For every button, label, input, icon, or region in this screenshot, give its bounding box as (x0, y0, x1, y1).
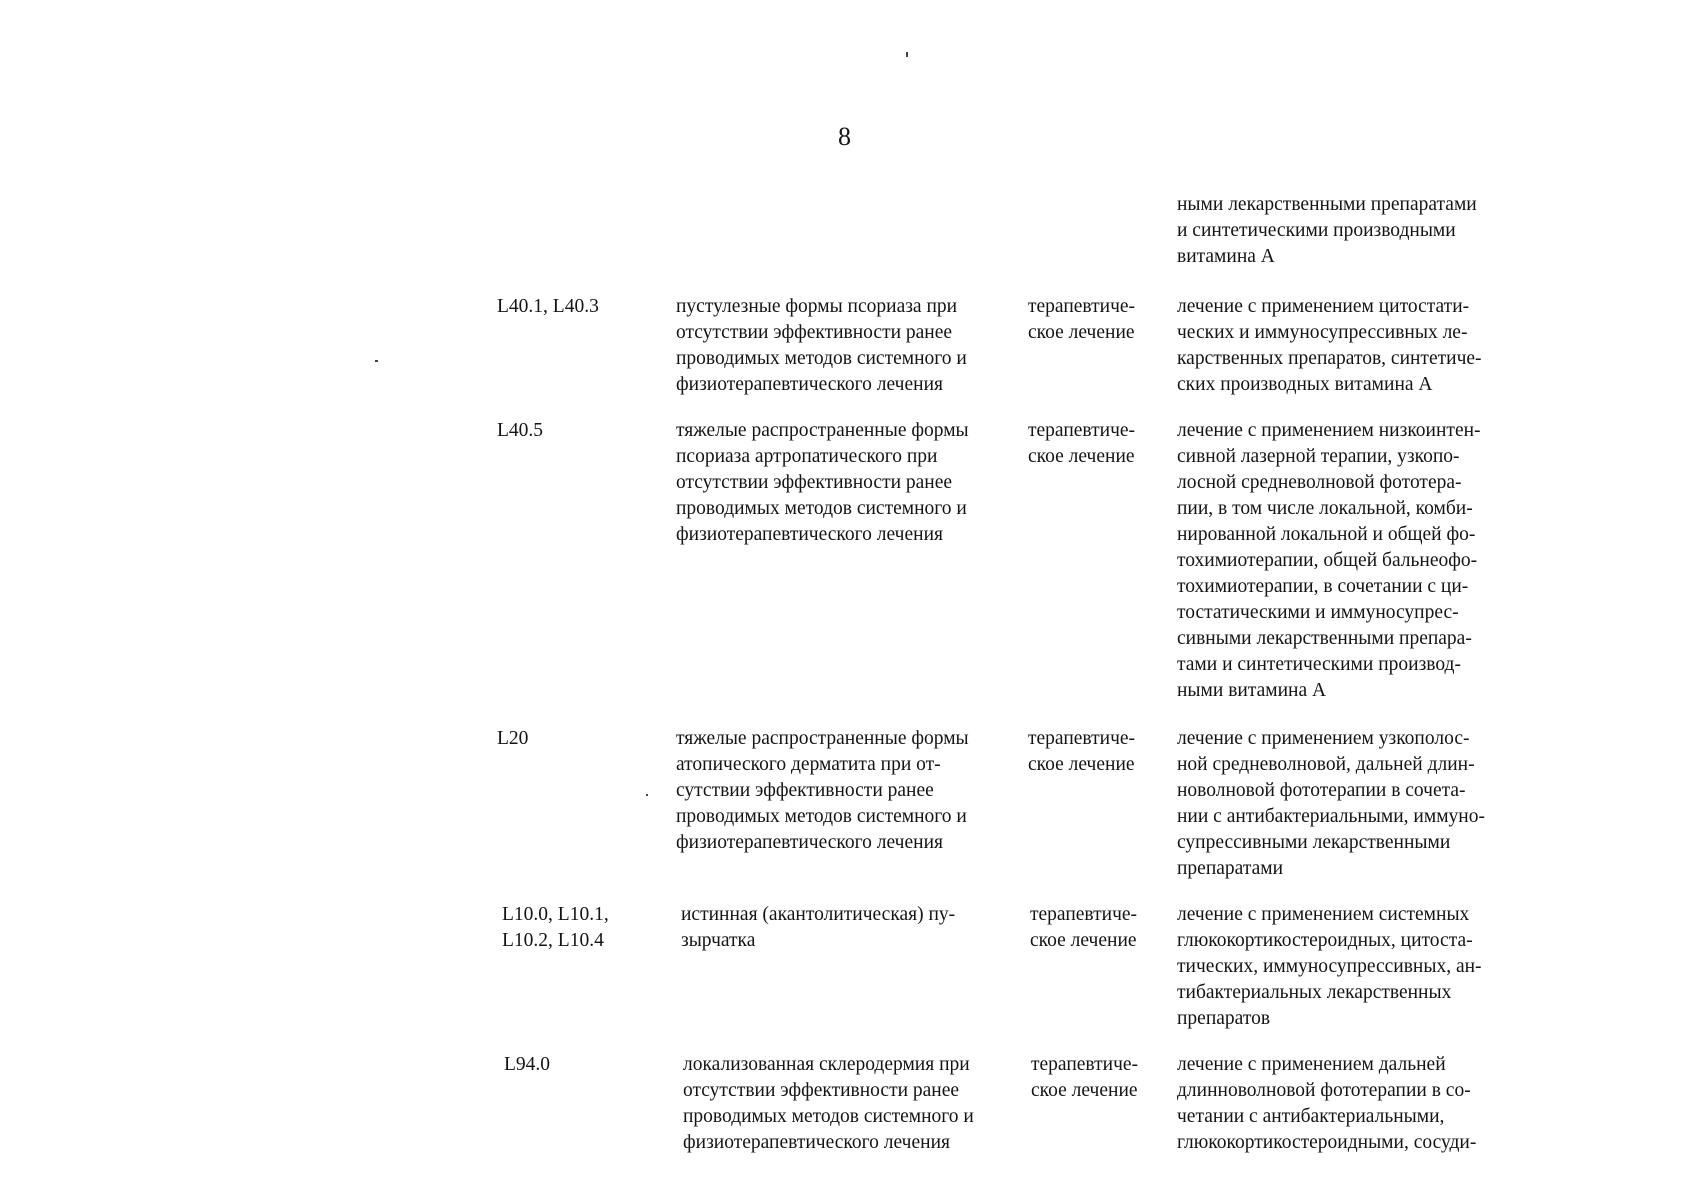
treatment-type-line: ское лечение (1028, 754, 1135, 775)
method-line: глюкокортикостероидными, сосуди- (1177, 1132, 1477, 1153)
treatment-type-line: терапевтиче- (1028, 420, 1136, 441)
method-line: витамина А (1177, 246, 1275, 267)
diagnosis-line: истинная (акантолитическая) пу- (681, 904, 956, 925)
icd-code: L10.0, L10.1, (502, 904, 609, 925)
diagnosis-line: физиотерапевтического лечения (676, 524, 943, 545)
diagnosis-line: локализованная склеродермия при (683, 1054, 970, 1075)
method-line: сивной лазерной терапии, узкопо- (1177, 446, 1460, 467)
method-line: ских производных витамина А (1177, 374, 1433, 395)
diagnosis-line: зырчатка (681, 930, 756, 951)
icd-code: L94.0 (504, 1054, 551, 1075)
diagnosis-line: тяжелые распространенные формы (676, 728, 969, 749)
treatment-type-line: терапевтиче- (1031, 1054, 1139, 1075)
method-line: карственных препаратов, синтетиче- (1177, 348, 1482, 369)
method-line: сивными лекарственными препара- (1177, 628, 1472, 649)
method-line: тами и синтетическими производ- (1177, 654, 1461, 675)
method-line: лечение с применением цитостати- (1177, 296, 1470, 317)
method-line: тических, иммуносупрессивных, ан- (1177, 956, 1482, 977)
diagnosis-line: отсутствии эффективности ранее (676, 322, 953, 343)
treatment-type-line: ское лечение (1028, 322, 1135, 343)
diagnosis-line: тяжелые распространенные формы (676, 420, 969, 441)
diagnosis-line: сутствии эффективности ранее (676, 780, 934, 801)
diagnosis-line: физиотерапевтического лечения (676, 832, 943, 853)
method-line: нированной локальной и общей фо- (1177, 524, 1476, 545)
method-line: ческих и иммуносупрессивных ле- (1177, 322, 1468, 343)
treatment-type-line: терапевтиче- (1028, 728, 1136, 749)
treatment-type-line: терапевтиче- (1028, 296, 1136, 317)
icd-code: L20 (497, 728, 529, 749)
method-line: тибактериальных лекарственных (1177, 982, 1452, 1003)
diagnosis-line: проводимых методов системного и (676, 498, 967, 519)
method-line: ной средневолновой, дальней длин- (1177, 754, 1475, 775)
method-line: нии с антибактериальными, иммуно- (1177, 806, 1485, 827)
method-line: лосной средневолновой фототера- (1177, 472, 1462, 493)
scan-speck (646, 794, 648, 796)
diagnosis-line: отсутствии эффективности ранее (676, 472, 953, 493)
diagnosis-line: пустулезные формы псориаза при (676, 296, 958, 317)
method-line: препаратами (1177, 858, 1284, 879)
icd-code: L40.1, L40.3 (497, 296, 599, 317)
method-line: и синтетическими производными (1177, 220, 1456, 241)
diagnosis-line: псориаза артропатического при (676, 446, 938, 467)
method-line: тохимиотерапии, в сочетании с ци- (1177, 576, 1469, 597)
method-line: тохимиотерапии, общей бальнеофо- (1177, 550, 1478, 571)
method-line: лечение с применением узкополос- (1177, 728, 1470, 749)
method-line: лечение с применением низкоинтен- (1177, 420, 1481, 441)
method-line: препаратов (1177, 1008, 1271, 1029)
method-line: пии, в том числе локальной, комби- (1177, 498, 1473, 519)
page-number: 8 (838, 122, 851, 151)
method-line: ными витамина А (1177, 680, 1327, 701)
scan-speck (375, 360, 378, 362)
diagnosis-line: физиотерапевтического лечения (676, 374, 943, 395)
method-line: четании с антибактериальными, (1177, 1106, 1445, 1127)
diagnosis-line: отсутствии эффективности ранее (683, 1080, 960, 1101)
icd-code: L10.2, L10.4 (502, 930, 604, 951)
treatment-type-line: ское лечение (1028, 446, 1135, 467)
method-line: лечение с применением дальней (1177, 1054, 1446, 1075)
diagnosis-line: физиотерапевтического лечения (683, 1132, 950, 1153)
method-line: лечение с применением системных (1177, 904, 1470, 925)
method-line: глюкокортикостероидных, цитоста- (1177, 930, 1473, 951)
diagnosis-line: проводимых методов системного и (683, 1106, 974, 1127)
method-line: тостатическими и иммуносупрес- (1177, 602, 1459, 623)
treatment-type-line: ское лечение (1031, 1080, 1138, 1101)
method-line: новолновой фототерапии в сочета- (1177, 780, 1466, 801)
treatment-type-line: ское лечение (1030, 930, 1137, 951)
icd-code: L40.5 (497, 420, 544, 441)
diagnosis-line: атопического дерматита при от- (676, 754, 941, 775)
diagnosis-line: проводимых методов системного и (676, 806, 967, 827)
treatment-type-line: терапевтиче- (1030, 904, 1138, 925)
method-line: супрессивными лекарственными (1177, 832, 1451, 853)
diagnosis-line: проводимых методов системного и (676, 348, 967, 369)
method-line: длинноволновой фототерапии в со- (1177, 1080, 1471, 1101)
scan-speck (906, 52, 908, 57)
method-line: ными лекарственными препаратами (1177, 194, 1477, 215)
